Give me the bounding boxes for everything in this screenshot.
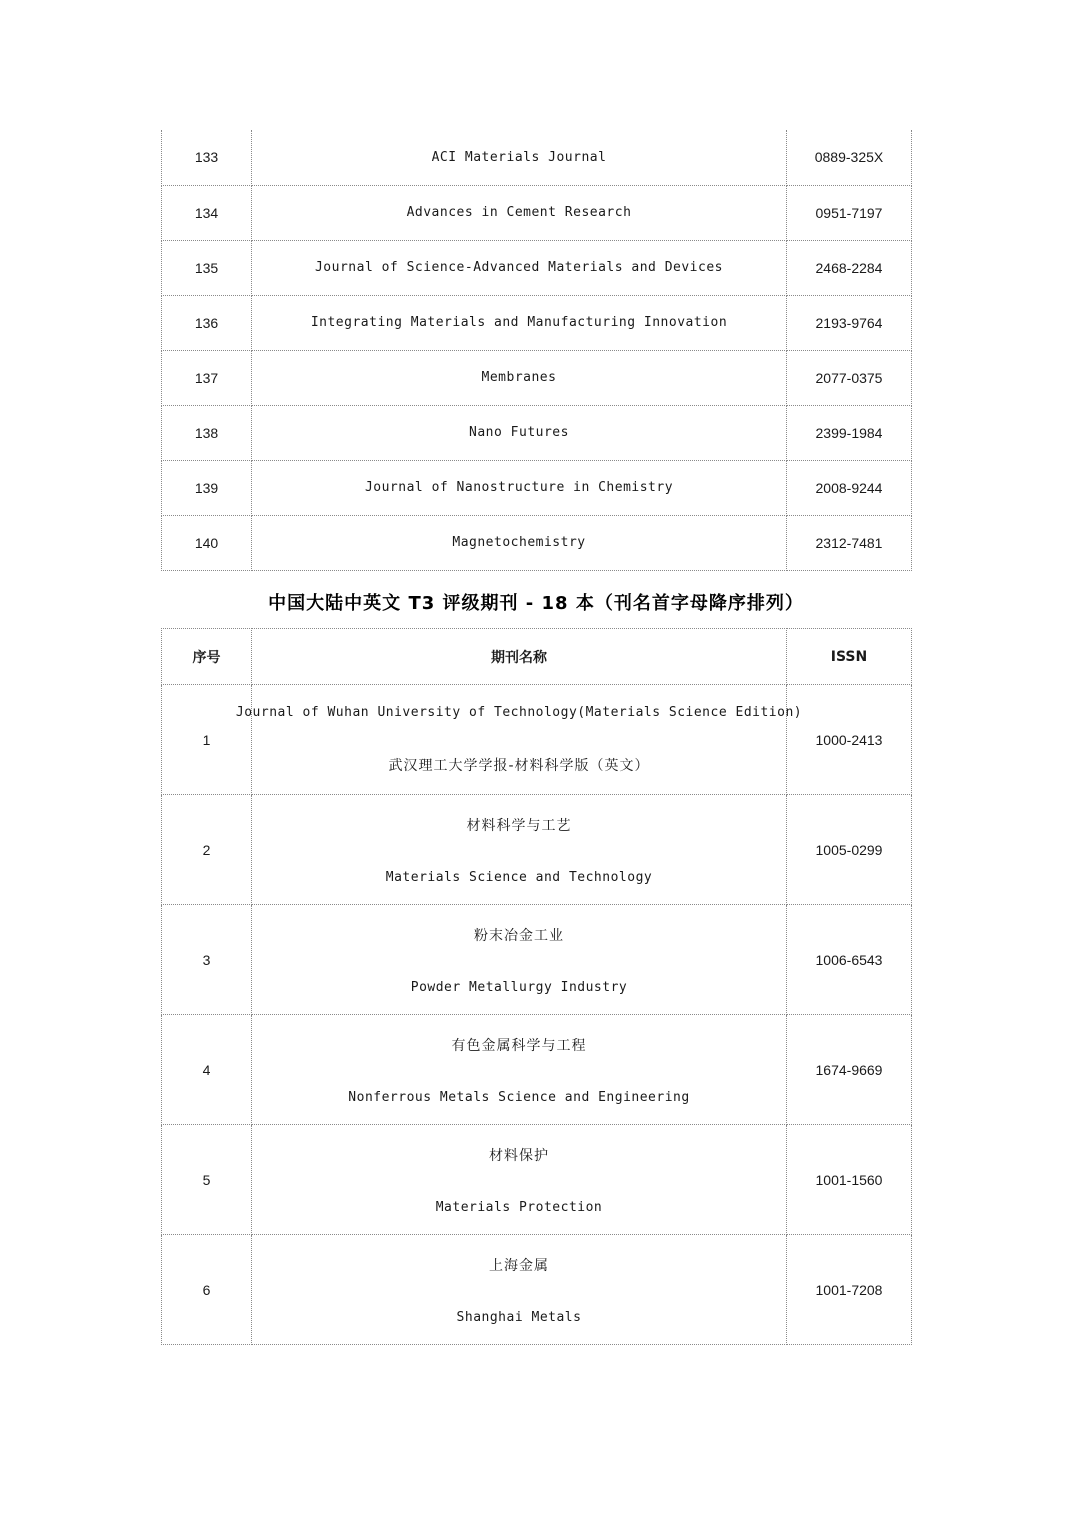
journal-name-cell	[252, 1015, 787, 1125]
journal-issn: 1000-2413	[787, 685, 912, 795]
table-header-row	[162, 629, 912, 685]
row-number: 6	[162, 1235, 252, 1345]
journal-table-continued	[161, 130, 912, 571]
journal-name-line1: 上海金属	[489, 1257, 549, 1274]
row-number: 137	[162, 350, 252, 405]
journal-name-line1: 有色金属科学与工程	[451, 1037, 587, 1054]
header-issn: ISSN	[787, 629, 912, 685]
journal-name: Integrating Materials and Manufacturing Innovation	[252, 295, 787, 350]
journal-name-cell	[235, 685, 803, 795]
journal-name: Magnetochemistry	[252, 515, 787, 570]
journal-name-cell	[252, 795, 787, 905]
table-row	[162, 685, 912, 795]
table-row	[162, 1015, 912, 1125]
journal-issn: 2312-7481	[787, 515, 912, 570]
journal-name-line2: Powder Metallurgy Industry	[410, 979, 628, 995]
table-row	[162, 1235, 912, 1345]
row-number: 135	[162, 240, 252, 295]
journal-issn: 2193-9764	[787, 295, 912, 350]
row-number: 136	[162, 295, 252, 350]
journal-issn: 1001-7208	[787, 1235, 912, 1345]
row-number: 139	[162, 460, 252, 515]
journal-name-line1: 材料保护	[489, 1147, 549, 1164]
journal-issn: 1674-9669	[787, 1015, 912, 1125]
journal-name-line2: Materials Protection	[435, 1199, 603, 1215]
journal-name-line1: Journal of Wuhan University of Technology(Materials Science Edition)	[235, 704, 803, 720]
journal-name-cell	[252, 905, 787, 1015]
row-number: 5	[162, 1125, 252, 1235]
table-row	[162, 130, 912, 185]
journal-issn: 1006-6543	[787, 905, 912, 1015]
journal-issn: 0951-7197	[787, 185, 912, 240]
journal-name: ACI Materials Journal	[252, 130, 787, 185]
header-number: 序号	[162, 629, 252, 685]
table-row	[162, 405, 912, 460]
journal-issn: 1005-0299	[787, 795, 912, 905]
table-row	[162, 515, 912, 570]
table-row	[162, 295, 912, 350]
table-row	[162, 240, 912, 295]
journal-name-line2: Nonferrous Metals Science and Engineering	[348, 1089, 690, 1105]
section-title: 中国大陆中英文 T3 评级期刊 - 18 本（刊名首字母降序排列）	[268, 593, 804, 614]
row-number: 3	[162, 905, 252, 1015]
table-row	[162, 350, 912, 405]
journal-name-line2: Materials Science and Technology	[385, 869, 653, 885]
journal-issn: 2077-0375	[787, 350, 912, 405]
journal-name: Nano Futures	[252, 405, 787, 460]
table-row	[162, 905, 912, 1015]
journal-name-line1: 材料科学与工艺	[466, 817, 572, 834]
table-row	[162, 795, 912, 905]
t3-journal-table	[161, 628, 912, 1345]
journal-name: Journal of Science-Advanced Materials and Devices	[252, 240, 787, 295]
journal-issn: 2008-9244	[787, 460, 912, 515]
journal-issn: 0889-325X	[787, 130, 912, 185]
journal-name: Journal of Nanostructure in Chemistry	[252, 460, 787, 515]
table-row	[162, 185, 912, 240]
row-number: 134	[162, 185, 252, 240]
journal-name-line2: Shanghai Metals	[456, 1309, 582, 1325]
table-row	[162, 1125, 912, 1235]
row-number: 138	[162, 405, 252, 460]
row-number: 2	[162, 795, 252, 905]
journal-name: Advances in Cement Research	[252, 185, 787, 240]
header-journal-name: 期刊名称	[252, 629, 787, 685]
journal-name-cell	[252, 1235, 787, 1345]
table-row	[162, 460, 912, 515]
journal-name: Membranes	[252, 350, 787, 405]
journal-issn: 1001-1560	[787, 1125, 912, 1235]
row-number: 133	[162, 130, 252, 185]
journal-name-line2: 武汉理工大学学报-材料科学版（英文）	[388, 757, 650, 774]
journal-issn: 2468-2284	[787, 240, 912, 295]
row-number: 1	[162, 685, 252, 795]
journal-issn: 2399-1984	[787, 405, 912, 460]
row-number: 140	[162, 515, 252, 570]
row-number: 4	[162, 1015, 252, 1125]
journal-name-cell	[252, 1125, 787, 1235]
journal-name-line1: 粉末冶金工业	[474, 927, 564, 944]
